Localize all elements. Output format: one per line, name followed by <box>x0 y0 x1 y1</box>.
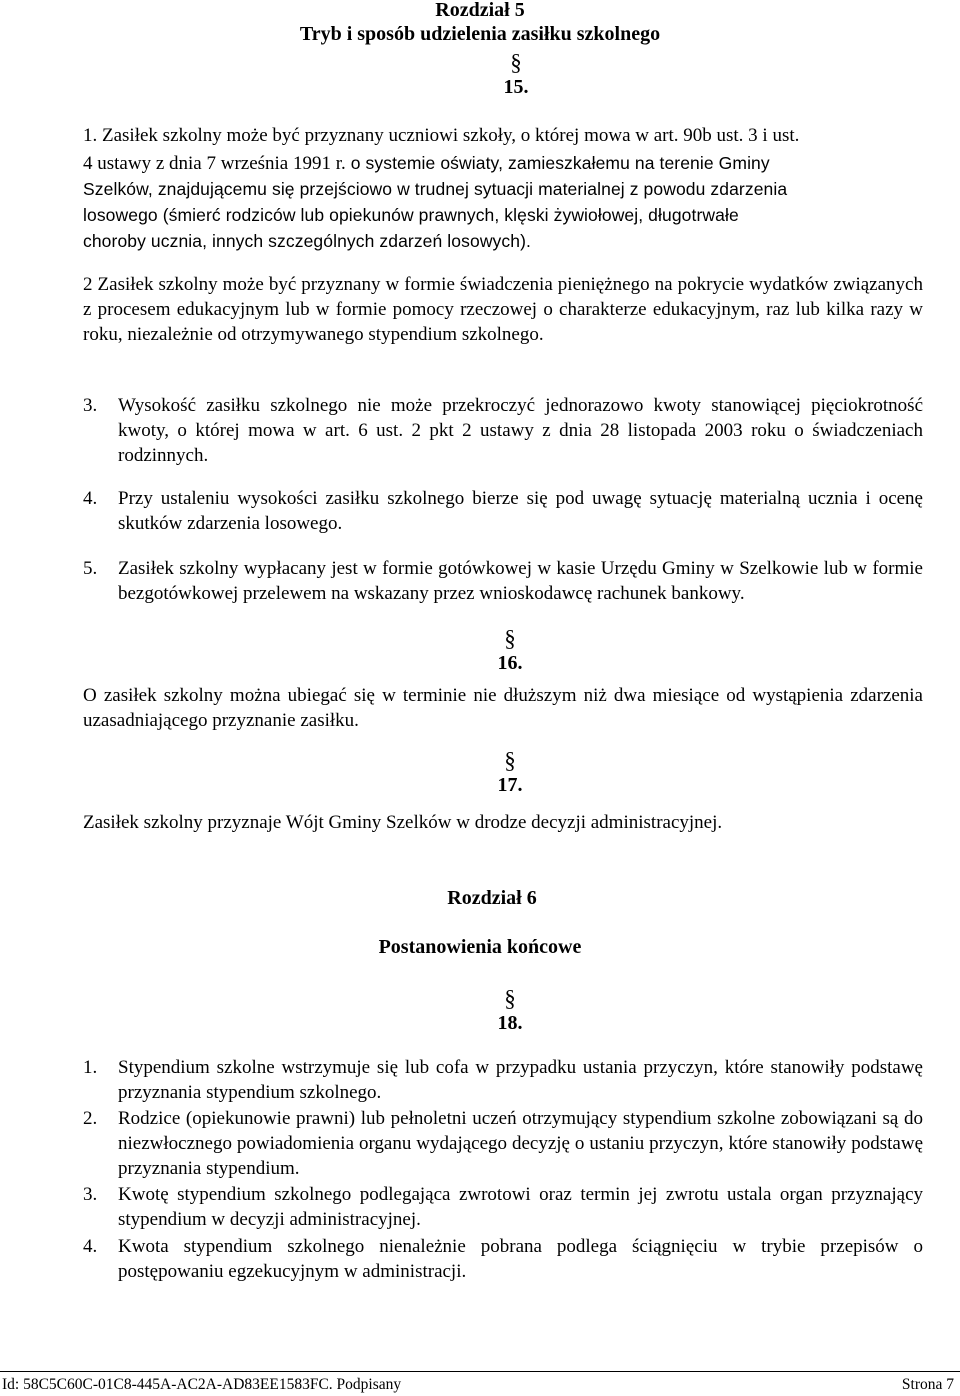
s18-item-4-number: 4. <box>83 1236 98 1257</box>
s17-paragraph: Zasiłek szkolny przyznaje Wójt Gminy Szelków w drodze decyzji administracyjnej. <box>83 812 723 833</box>
section-symbol: § <box>504 986 516 1011</box>
section-17-heading <box>490 748 530 798</box>
s15-p1-line4: losowego (śmierć rodziców lub opiekunów prawnych, klęski żywiołowej, długotrwałe <box>83 205 739 225</box>
s15-p1-line3: Szelków, znajdującemu się przejściowo w trudnej sytuacji materialnej z powodu zdarzenia <box>83 179 788 199</box>
chapter-title: Rozdział 6 <box>447 887 537 909</box>
footer-id: Id: 58C5C60C-01C8-445A-AC2A-AD83EE1583FC. Podpisany <box>2 1376 402 1393</box>
s18-item-4-text: Kwota stypendium szkolnego nienależnie pobrana podlega ściągnięciu w trybie przepisów o postępowaniu egzekucyjnym w administracji. <box>118 1236 923 1282</box>
section-symbol: § <box>504 748 516 773</box>
s15-p3-number: 3. <box>83 395 98 416</box>
s18-item-2-text: Rodzice (opiekunowie prawni) lub pełnoletni uczeń otrzymujący stypendium szkolne zobowiązani są do niezwłocznego powiadomienia organu wydającego decyzję o ustaniu przyczyn, które stanowiły podstawę przyznania stypendium. <box>118 1108 923 1179</box>
footer-divider <box>0 1371 960 1372</box>
s15-p1-line2-sans: o systemie oświaty, zamieszkałemu na terenie Gminy <box>345 153 770 173</box>
s15-paragraph-2: 2 Zasiłek szkolny może być przyznany w formie świadczenia pieniężnego na pokrycie wydatków związanych z procesem edukacyjnym lub w formie pomocy rzeczowej o charakterze edukacyjnym, raz lub kilka razy w roku, niezależnie od otrzymywanego stypendium szkolnego. <box>83 274 923 345</box>
s18-item-1-number: 1. <box>83 1057 98 1078</box>
section-number: 18. <box>497 1012 523 1034</box>
s15-p4-number: 4. <box>83 488 98 509</box>
s15-paragraph-5: Zasiłek szkolny wypłacany jest w formie gotówkowej w kasie Urzędu Gminy w Szelkowie lub w formie bezgotówkowej przelewem na wskazany przez wnioskodawcę rachunek bankowy. <box>118 558 923 604</box>
s15-p5-number: 5. <box>83 558 98 579</box>
page-number: Strona 7 <box>901 1376 954 1393</box>
s18-item-3-text: Kwotę stypendium szkolnego podlegająca zwrotowi oraz termin jej zwrotu ustala organ przyznający stypendium w decyzji administracyjnej. <box>118 1184 923 1230</box>
s16-paragraph: O zasiłek szkolny można ubiegać się w terminie nie dłuższym niż dwa miesiące od wystąpienia zdarzenia uzasadniającego przyznanie zasiłku. <box>83 685 923 731</box>
s18-item-1-text: Stypendium szkolne wstrzymuje się lub cofa w przypadku ustania przyczyn, które stanowiły podstawę przyznania stypendium szkolnego. <box>118 1057 923 1103</box>
s15-p1-line1: 1. Zasiłek szkolny może być przyznany uczniowi szkoły, o której mowa w art. 90b ust. 3 i ust. <box>83 125 800 146</box>
section-18-heading <box>490 986 530 1036</box>
section-symbol: § <box>504 626 516 651</box>
chapter-title: Rozdział 5 <box>435 0 525 21</box>
section-16-heading <box>490 626 530 676</box>
section-number: 17. <box>497 774 523 796</box>
s15-p1-line2 <box>83 150 923 176</box>
s15-p1-line2-serif: 4 ustawy z dnia 7 września 1991 r. <box>83 153 346 174</box>
s18-item-3-number: 3. <box>83 1184 98 1205</box>
section-number: 16. <box>497 652 523 674</box>
s18-item-2-number: 2. <box>83 1108 98 1129</box>
section-number: 15. <box>503 76 529 98</box>
s15-p1-line5: choroby ucznia, innych szczególnych zdarzeń losowych). <box>83 231 531 251</box>
section-15-heading <box>496 50 536 100</box>
s15-paragraph-3: Wysokość zasiłku szkolnego nie może przekroczyć jednorazowo kwoty stanowiącej pięciokrotność kwoty, o której mowa w art. 6 ust. 2 pkt 2 ustawy z dnia 28 listopada 2003 roku o świadczeniach rodzinnych. <box>118 395 923 466</box>
section-symbol: § <box>510 50 522 75</box>
chapter-subtitle: Postanowienia końcowe <box>378 936 582 958</box>
s15-paragraph-4: Przy ustaleniu wysokości zasiłku szkolnego bierze się pod uwagę sytuację materialną ucznia i ocenę skutków zdarzenia losowego. <box>118 488 923 534</box>
chapter-subtitle: Tryb i sposób udzielenia zasiłku szkolnego <box>299 23 661 45</box>
